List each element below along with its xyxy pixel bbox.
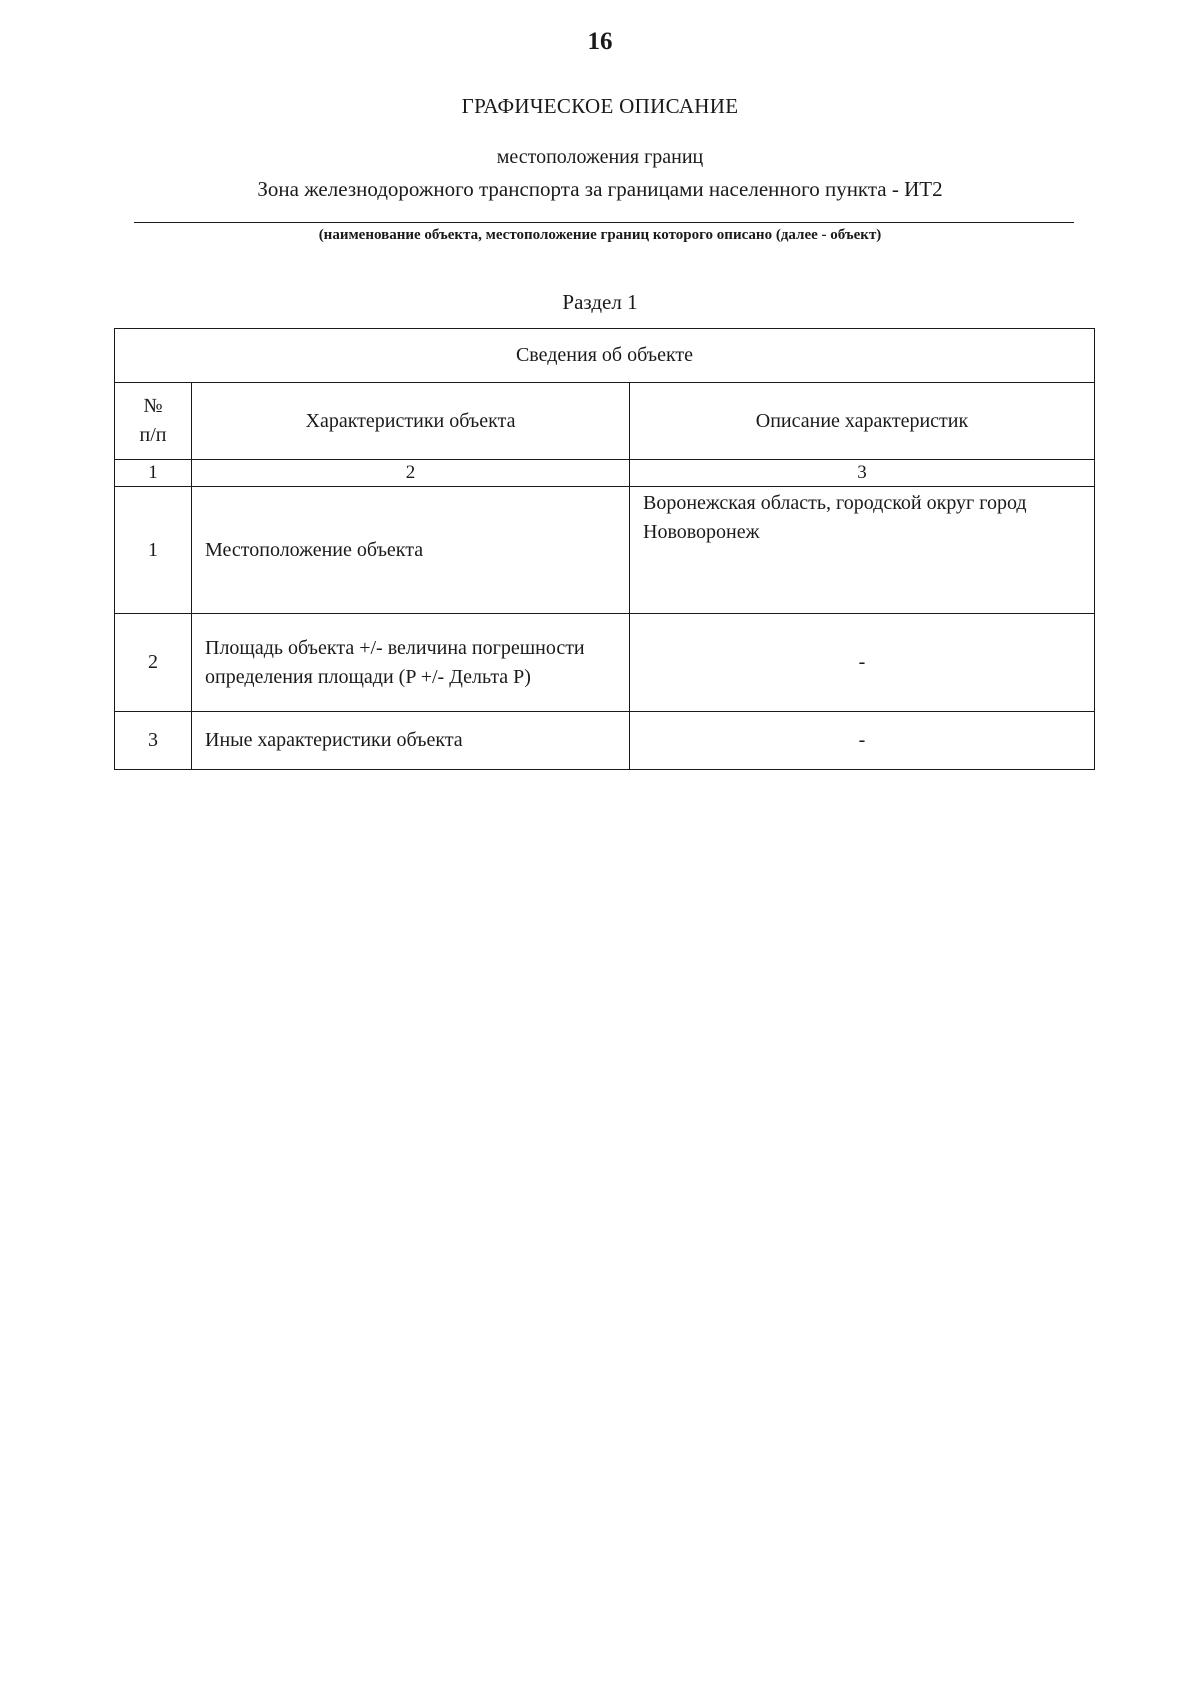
object-caption: (наименование объекта, местоположение границ которого описано (далее - объект) xyxy=(318,227,882,243)
row-characteristic: Площадь объекта +/- величина погрешности определения площади (P +/- Дельта P) xyxy=(192,614,630,712)
row-num: 2 xyxy=(115,614,192,712)
header-characteristic: Характеристики объекта xyxy=(192,383,630,460)
table-header-row xyxy=(115,383,1095,460)
document-subtitle: местоположения границ xyxy=(496,146,704,168)
row-characteristic: Иные характеристики объекта xyxy=(192,712,630,770)
column-number: 3 xyxy=(630,460,1095,487)
column-number-row xyxy=(115,460,1095,487)
page-number: 16 xyxy=(587,28,613,55)
table-row xyxy=(115,487,1095,614)
table-caption-row xyxy=(115,329,1095,383)
object-name: Зона железнодорожного транспорта за границами населенного пункта - ИТ2 xyxy=(257,177,943,201)
row-description: - xyxy=(630,712,1095,770)
header-num-label: № п/п xyxy=(139,395,167,446)
table-row xyxy=(115,614,1095,712)
header-description: Описание характеристик xyxy=(630,383,1095,460)
column-number: 1 xyxy=(115,460,192,487)
row-num: 3 xyxy=(115,712,192,770)
row-characteristic: Местоположение объекта xyxy=(192,487,630,614)
table-caption: Сведения об объекте xyxy=(115,329,1095,383)
table-row xyxy=(115,712,1095,770)
column-number: 2 xyxy=(192,460,630,487)
header-num xyxy=(115,383,192,460)
object-underline xyxy=(134,222,1074,223)
section-title: Раздел 1 xyxy=(562,290,638,314)
row-num: 1 xyxy=(115,487,192,614)
object-info-table xyxy=(114,328,1095,770)
row-description: - xyxy=(630,614,1095,712)
row-description: Воронежская область, городской округ город Нововоронеж xyxy=(630,487,1095,614)
document-title: ГРАФИЧЕСКОЕ ОПИСАНИЕ xyxy=(461,94,739,118)
